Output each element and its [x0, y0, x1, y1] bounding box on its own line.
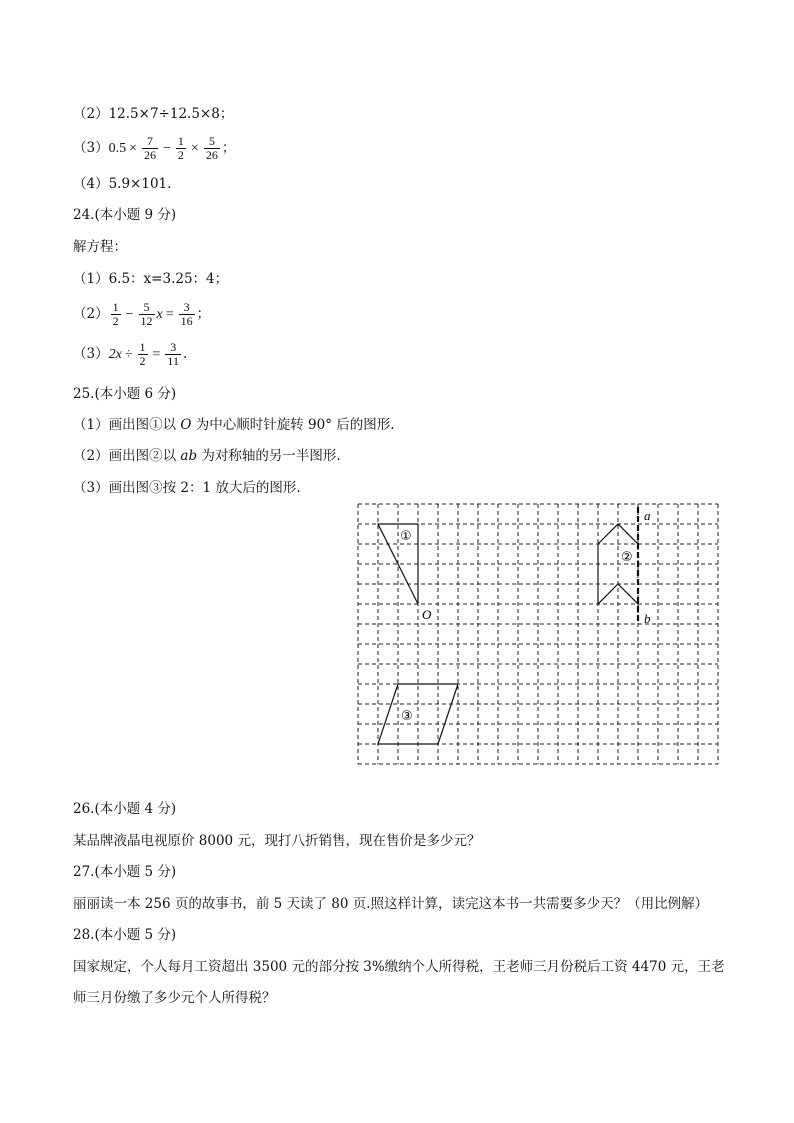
q25-part1: （1）画出图①以 O 为中心顺时针旋转 90° 后的图形. [73, 417, 395, 433]
figure3-label: ③ [401, 709, 413, 724]
q24-part3: （3）2x ÷ $\frac{1}{2}$ = $\frac{3}{11}$ . [73, 340, 188, 368]
q23-part2: （2）12.5×7÷12.5×8； [73, 106, 234, 122]
q27-text: 丽丽读一本 256 页的故事书，前 5 天读了 80 页.照这样计算，读完这本书一共需要多少天？（用比例解） [73, 896, 709, 912]
point-b-label: b [644, 611, 651, 626]
dashed-grid [358, 504, 718, 764]
point-a-label: a [644, 508, 651, 523]
q24-part1: （1）6.5：x=3.25：4； [73, 271, 229, 287]
q26-text: 某品牌液晶电视原价 8000 元，现打八折销售，现在售价是多少元？ [73, 833, 481, 849]
fraction: $\frac{3}{11}$ [167, 340, 179, 368]
q25-title: 25.(本小题 6 分) [73, 386, 177, 402]
q25-part2: （2）画出图②以 ab 为对称轴的另一半图形. [73, 448, 341, 464]
q27-title: 27.(本小题 5 分) [73, 864, 177, 880]
fraction: $\frac{5}{26}$ [205, 134, 218, 162]
figure2-label: ② [621, 550, 633, 565]
fraction: $\frac{1}{2}$ [177, 134, 184, 162]
point-o-label: O [422, 607, 432, 622]
figure1-label: ① [400, 529, 412, 544]
fraction: $\frac{1}{2}$ [112, 300, 119, 328]
q25-part3: （3）画出图③按 2：1 放大后的图形. [73, 480, 301, 496]
fraction: $\frac{3}{16}$ [180, 300, 193, 328]
q28-title: 28.(本小题 5 分) [73, 927, 177, 943]
q28-text-line2: 师三月份缴了多少元个人所得税？ [73, 990, 276, 1006]
q24-instruction: 解方程： [73, 239, 127, 255]
q23-part4: （4）5.9×101. [73, 176, 172, 192]
q26-title: 26.(本小题 4 分) [73, 801, 177, 817]
q24-part2: （2） $\frac{1}{2}$ − $\frac{5}{12}$ x = $\frac{3}{16}$ ； [73, 300, 211, 328]
q24-title: 24.(本小题 9 分) [73, 207, 177, 223]
q23-part3: （3）0.5 × $\frac{7}{26}$ − $\frac{1}{2}$ × $\frac{5}{26}$ ； [73, 134, 236, 162]
fraction: $\frac{7}{26}$ [144, 134, 156, 162]
grid-figure [355, 503, 723, 771]
fraction: $\frac{5}{12}$ [140, 300, 153, 328]
q28-text-line1: 国家规定，个人每月工资超出 3500 元的部分按 3%缴纳个人所得税，王老师三月份税后工资 4470 元，王老 [73, 959, 725, 975]
fraction: $\frac{1}{2}$ [139, 340, 146, 368]
